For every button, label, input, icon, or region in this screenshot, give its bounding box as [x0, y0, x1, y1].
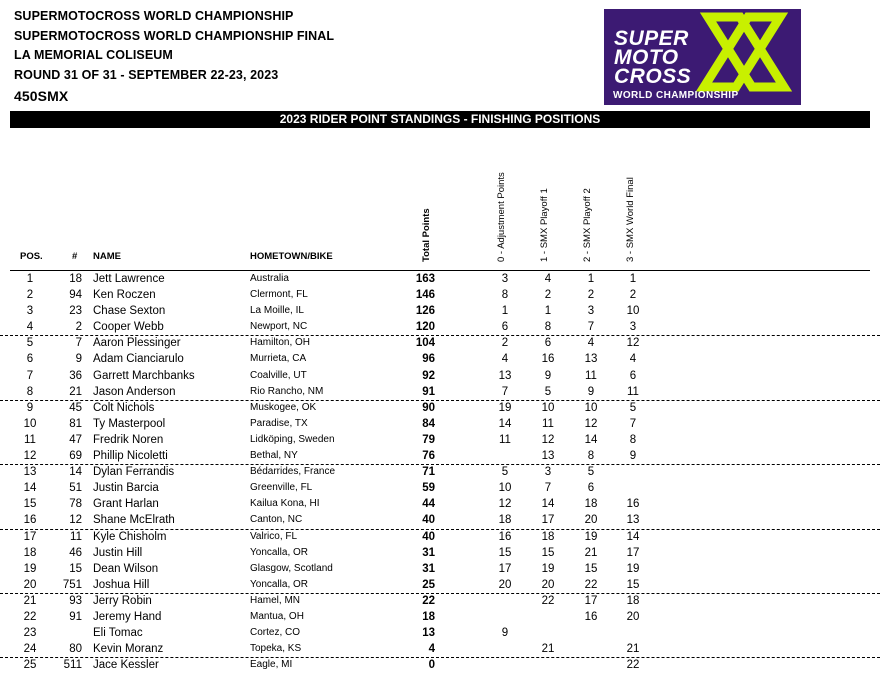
- cell-number: 94: [69, 289, 82, 302]
- cell-total: 44: [422, 498, 435, 511]
- cell-adj: 9: [501, 627, 509, 640]
- cell-total: 91: [422, 385, 435, 398]
- cell-final: 17: [626, 546, 640, 559]
- table-row: [0, 369, 880, 385]
- round-date: ROUND 31 OF 31 - SEPTEMBER 22-23, 2023: [14, 67, 279, 82]
- cell-number: 93: [69, 594, 82, 607]
- cell-number: 69: [69, 450, 82, 463]
- cell-final: 3: [629, 321, 637, 334]
- cell-number: 21: [69, 385, 82, 398]
- cell-total: 0: [428, 659, 435, 672]
- cell-number: 47: [69, 433, 82, 446]
- document-header: [14, 7, 334, 107]
- col-header-playoff-2: 2 - SMX Playoff 2: [582, 188, 593, 262]
- cell-p1: 11: [542, 417, 554, 430]
- cell-hometown: Canton, NC: [250, 514, 303, 526]
- cell-adj: 4: [501, 353, 509, 366]
- cell-p2: 10: [584, 401, 598, 414]
- cell-pos: 6: [26, 353, 34, 366]
- cell-pos: 21: [23, 594, 37, 607]
- cell-name: Kyle Chisholm: [93, 530, 167, 543]
- cell-adj: 8: [501, 289, 509, 302]
- cell-adj: 3: [501, 273, 509, 285]
- cell-hometown: Hamilton, OH: [250, 337, 311, 349]
- logo-word-cross: CROSS: [614, 65, 692, 88]
- cell-number: 2: [75, 321, 82, 334]
- cell-hometown: Murrieta, CA: [250, 353, 307, 365]
- cell-adj: 17: [498, 562, 512, 575]
- table-row: [0, 481, 880, 497]
- cell-hometown: Hamel, MN: [250, 594, 301, 606]
- cell-name: Kevin Moranz: [93, 643, 164, 656]
- cell-final: 7: [629, 417, 637, 430]
- cell-name: Justin Barcia: [93, 482, 159, 495]
- cell-hometown: Glasgow, Scotland: [250, 562, 333, 574]
- cell-hometown: Yoncalla, OR: [250, 578, 308, 590]
- cell-name: Adam Cianciarulo: [93, 353, 184, 366]
- cell-final: 8: [629, 433, 637, 446]
- cell-p2: 19: [584, 530, 598, 543]
- cell-p2: 20: [584, 514, 598, 527]
- table-row: [0, 578, 880, 594]
- col-header-pos: POS.: [20, 251, 43, 262]
- table-row: [0, 352, 880, 368]
- cell-number: 511: [63, 659, 82, 672]
- cell-p2: 9: [587, 385, 595, 398]
- cell-adj: 7: [501, 385, 509, 398]
- cell-number: 751: [62, 578, 82, 591]
- cell-total: 31: [422, 546, 435, 559]
- cell-pos: 17: [23, 530, 37, 543]
- cell-number: 18: [69, 273, 82, 285]
- cell-hometown: Lidköping, Sweden: [250, 433, 335, 445]
- cell-p2: 6: [587, 482, 595, 495]
- cell-adj: 2: [501, 337, 509, 350]
- cell-number: 46: [69, 546, 82, 559]
- event-title: SUPERMOTOCROSS WORLD CHAMPIONSHIP FINAL: [14, 28, 335, 43]
- cell-adj: 16: [498, 530, 512, 543]
- cell-p1: 16: [541, 353, 555, 366]
- cell-total: 76: [422, 450, 435, 463]
- table-row: [0, 594, 880, 610]
- cell-p1: 10: [541, 401, 555, 414]
- cell-number: 78: [69, 498, 82, 511]
- cell-hometown: Bédarrides, France: [250, 466, 336, 478]
- cell-pos: 12: [23, 450, 37, 463]
- cell-p2: 21: [584, 546, 598, 559]
- cell-p1: 2: [544, 289, 552, 302]
- cell-final: 18: [626, 594, 640, 607]
- cell-hometown: La Moille, IL: [250, 305, 304, 317]
- cell-name: Justin Hill: [93, 546, 143, 559]
- cell-pos: 25: [23, 659, 37, 672]
- cell-number: 12: [69, 514, 82, 527]
- cell-total: 163: [415, 273, 435, 285]
- cell-p1: 21: [541, 643, 555, 656]
- table-row: [0, 385, 880, 401]
- table-row: [0, 546, 880, 562]
- cell-adj: 5: [501, 466, 509, 479]
- cell-total: 22: [422, 594, 435, 607]
- cell-p2: 14: [584, 433, 598, 446]
- cell-name: Dylan Ferrandis: [93, 466, 175, 479]
- cell-p1: 15: [541, 546, 555, 559]
- cell-name: Colt Nichols: [93, 401, 155, 414]
- cell-total: 84: [422, 417, 435, 430]
- cell-pos: 24: [23, 643, 37, 656]
- cell-name: Cooper Webb: [93, 321, 164, 334]
- series-title: SUPERMOTOCROSS WORLD CHAMPIONSHIP: [14, 9, 294, 23]
- cell-hometown: Valrico, FL: [250, 530, 298, 542]
- cell-hometown: Yoncalla, OR: [250, 546, 308, 558]
- cell-adj: 12: [498, 498, 512, 511]
- cell-pos: 1: [26, 273, 34, 285]
- cell-hometown: Kailua Kona, HI: [250, 498, 320, 510]
- cell-final: 15: [626, 578, 640, 591]
- cell-name: Ty Masterpool: [93, 417, 166, 430]
- cell-pos: 13: [23, 466, 37, 479]
- cell-total: 146: [415, 289, 435, 302]
- cell-final: 10: [626, 305, 640, 318]
- cell-p1: 6: [544, 337, 552, 350]
- table-row: [0, 304, 880, 320]
- cell-final: 5: [629, 401, 637, 414]
- cell-number: 9: [75, 353, 82, 366]
- cell-adj: 18: [498, 514, 512, 527]
- cell-total: 96: [422, 353, 435, 366]
- cell-p1: 14: [541, 498, 555, 511]
- cell-total: 13: [422, 627, 435, 640]
- cell-total: 40: [422, 514, 435, 527]
- cell-final: 13: [626, 514, 640, 527]
- cell-total: 4: [428, 643, 435, 656]
- cell-number: 36: [69, 369, 82, 382]
- cell-pos: 10: [23, 417, 37, 430]
- cell-final: 21: [626, 643, 640, 656]
- cell-final: 19: [626, 562, 640, 575]
- cell-pos: 2: [26, 289, 34, 302]
- cell-p2: 7: [587, 321, 595, 334]
- cell-p2: 15: [584, 562, 598, 575]
- cell-hometown: Coalville, UT: [250, 369, 307, 381]
- cell-total: 90: [422, 401, 435, 414]
- cell-total: 59: [422, 482, 435, 495]
- cell-hometown: Muskogee, OK: [250, 401, 317, 413]
- cell-final: 12: [626, 337, 640, 350]
- cell-p1: 13: [541, 450, 555, 463]
- cell-p1: 4: [544, 273, 552, 285]
- cell-name: Shane McElrath: [93, 514, 175, 527]
- cell-p1: 19: [541, 562, 555, 575]
- cell-pos: 9: [26, 401, 34, 414]
- cell-p2: 8: [587, 450, 595, 463]
- cell-name: Fredrik Noren: [93, 433, 164, 446]
- cell-p1: 5: [544, 385, 552, 398]
- table-header-rule: [10, 270, 870, 271]
- cell-hometown: Topeka, KS: [250, 643, 302, 655]
- cell-hometown: Clermont, FL: [250, 289, 308, 301]
- cell-pos: 16: [23, 514, 37, 527]
- cell-number: 23: [69, 305, 82, 318]
- cell-final: 16: [626, 498, 640, 511]
- table-row: [0, 320, 880, 336]
- cell-p1: 12: [541, 433, 555, 446]
- cell-final: 4: [629, 353, 637, 366]
- logo-word-super: SUPER: [614, 27, 689, 50]
- cell-adj: 19: [498, 401, 512, 414]
- cell-adj: 13: [498, 369, 512, 382]
- table-row: [0, 626, 880, 642]
- cell-total: 104: [415, 337, 435, 350]
- col-header-name: NAME: [93, 251, 121, 262]
- cell-final: 9: [629, 450, 637, 463]
- cell-final: 2: [629, 289, 637, 302]
- col-header-playoff-1: 1 - SMX Playoff 1: [539, 188, 550, 262]
- cell-final: 6: [629, 369, 637, 382]
- cell-number: 51: [69, 482, 82, 495]
- venue: LA MEMORIAL COLISEUM: [14, 48, 173, 62]
- cell-name: Jace Kessler: [93, 659, 159, 672]
- cell-p1: 20: [541, 578, 555, 591]
- cell-number: 15: [69, 562, 82, 575]
- table-row: [0, 610, 880, 626]
- standings-banner: 2023 RIDER POINT STANDINGS - FINISHING POSITIONS: [10, 111, 870, 128]
- cell-total: 92: [422, 369, 435, 382]
- cell-pos: 14: [23, 482, 37, 495]
- cell-adj: 14: [498, 417, 512, 430]
- cell-p1: 7: [544, 482, 552, 495]
- col-header-hometown: HOMETOWN/BIKE: [250, 251, 333, 262]
- cell-name: Dean Wilson: [93, 562, 159, 575]
- cell-hometown: Newport, NC: [250, 321, 308, 333]
- table-row: [0, 417, 880, 433]
- cell-name: Ken Roczen: [93, 289, 156, 302]
- table-row: [0, 449, 880, 465]
- cell-final: 20: [626, 610, 640, 623]
- cell-total: 40: [422, 530, 435, 543]
- cell-hometown: Mantua, OH: [250, 610, 304, 622]
- cell-adj: 1: [501, 305, 509, 318]
- cell-adj: 20: [498, 578, 512, 591]
- cell-pos: 3: [26, 305, 34, 318]
- cell-p2: 17: [584, 594, 598, 607]
- cell-final: 14: [626, 530, 640, 543]
- cell-name: Aaron Plessinger: [93, 337, 181, 350]
- cell-p2: 12: [584, 417, 598, 430]
- cell-total: 120: [415, 321, 435, 334]
- cell-number: 7: [75, 337, 82, 350]
- cell-pos: 7: [26, 369, 34, 382]
- table-row: [0, 642, 880, 658]
- cell-name: Jett Lawrence: [93, 273, 165, 285]
- cell-total: 31: [422, 562, 435, 575]
- logo-tagline: WORLD CHAMPIONSHIP: [613, 90, 739, 101]
- cell-p2: 3: [587, 305, 595, 318]
- cell-adj: 15: [498, 546, 512, 559]
- cell-name: Chase Sexton: [93, 305, 166, 318]
- cell-number: 80: [69, 643, 82, 656]
- cell-p1: 9: [544, 369, 552, 382]
- cell-p2: 2: [587, 289, 595, 302]
- cell-total: 71: [422, 466, 435, 479]
- cell-pos: 8: [26, 385, 34, 398]
- cell-number: 11: [70, 530, 82, 543]
- cell-total: 25: [422, 578, 435, 591]
- cell-p2: 5: [587, 466, 595, 479]
- col-header-total-points: Total Points: [421, 208, 432, 262]
- table-row: [0, 513, 880, 529]
- cell-final: 11: [627, 385, 639, 398]
- cell-pos: 23: [23, 627, 37, 640]
- cell-adj: 10: [498, 482, 512, 495]
- cell-pos: 20: [23, 578, 37, 591]
- table-row: [0, 658, 880, 674]
- col-header-adjustment: 0 - Adjustment Points: [496, 172, 507, 262]
- cell-p1: 18: [541, 530, 555, 543]
- cell-total: 79: [422, 433, 435, 446]
- cell-final: 1: [629, 273, 637, 285]
- cell-p1: 1: [544, 305, 552, 318]
- cell-final: 22: [626, 659, 640, 672]
- cell-total: 126: [415, 305, 435, 318]
- cell-adj: 6: [501, 321, 509, 334]
- table-row: [0, 272, 880, 288]
- cell-adj: 11: [499, 433, 511, 446]
- logo-word-moto: MOTO: [614, 46, 679, 69]
- table-row: [0, 530, 880, 546]
- cell-pos: 19: [23, 562, 37, 575]
- cell-p1: 17: [541, 514, 555, 527]
- cell-p2: 1: [587, 273, 595, 285]
- cell-hometown: Bethal, NY: [250, 450, 298, 462]
- table-row: [0, 288, 880, 304]
- cell-hometown: Paradise, TX: [250, 417, 308, 429]
- class-label: 450SMX: [14, 88, 69, 104]
- cell-hometown: Eagle, MI: [250, 659, 293, 671]
- cell-p2: 18: [584, 498, 598, 511]
- cell-p1: 8: [544, 321, 552, 334]
- smx-logo: [604, 9, 801, 105]
- cell-name: Eli Tomac: [93, 627, 143, 640]
- cell-pos: 4: [26, 321, 34, 334]
- table-row: [0, 336, 880, 352]
- cell-name: Phillip Nicoletti: [93, 450, 168, 463]
- cell-pos: 11: [24, 433, 36, 446]
- table-row: [0, 433, 880, 449]
- table-row: [0, 465, 880, 481]
- col-header-world-final: 3 - SMX World Final: [625, 177, 636, 262]
- table-row: [0, 497, 880, 513]
- cell-p2: 16: [584, 610, 598, 623]
- cell-name: Joshua Hill: [93, 578, 150, 591]
- cell-p1: 22: [541, 594, 555, 607]
- cell-name: Garrett Marchbanks: [93, 369, 195, 382]
- cell-total: 18: [422, 610, 435, 623]
- col-header-number: #: [72, 251, 78, 262]
- cell-name: Jeremy Hand: [93, 610, 162, 623]
- cell-p2: 22: [584, 578, 598, 591]
- cell-name: Jerry Robin: [93, 594, 152, 607]
- cell-p1: 3: [544, 466, 552, 479]
- cell-number: 81: [69, 417, 82, 430]
- table-row: [0, 401, 880, 417]
- cell-p2: 13: [584, 353, 598, 366]
- table-row: [0, 562, 880, 578]
- cell-pos: 15: [23, 498, 37, 511]
- cell-p2: 11: [585, 369, 597, 382]
- cell-hometown: Cortez, CO: [250, 627, 301, 639]
- cell-number: 91: [69, 610, 82, 623]
- cell-name: Jason Anderson: [93, 385, 176, 398]
- standings-table: [0, 272, 880, 674]
- cell-number: 45: [69, 401, 82, 414]
- cell-hometown: Australia: [250, 273, 289, 284]
- cell-number: 14: [69, 466, 82, 479]
- cell-p2: 4: [587, 337, 595, 350]
- cell-pos: 22: [23, 610, 37, 623]
- cell-hometown: Rio Rancho, NM: [250, 385, 324, 397]
- cell-pos: 5: [26, 337, 34, 350]
- cell-hometown: Greenville, FL: [250, 482, 313, 494]
- cell-pos: 18: [23, 546, 37, 559]
- cell-name: Grant Harlan: [93, 498, 159, 511]
